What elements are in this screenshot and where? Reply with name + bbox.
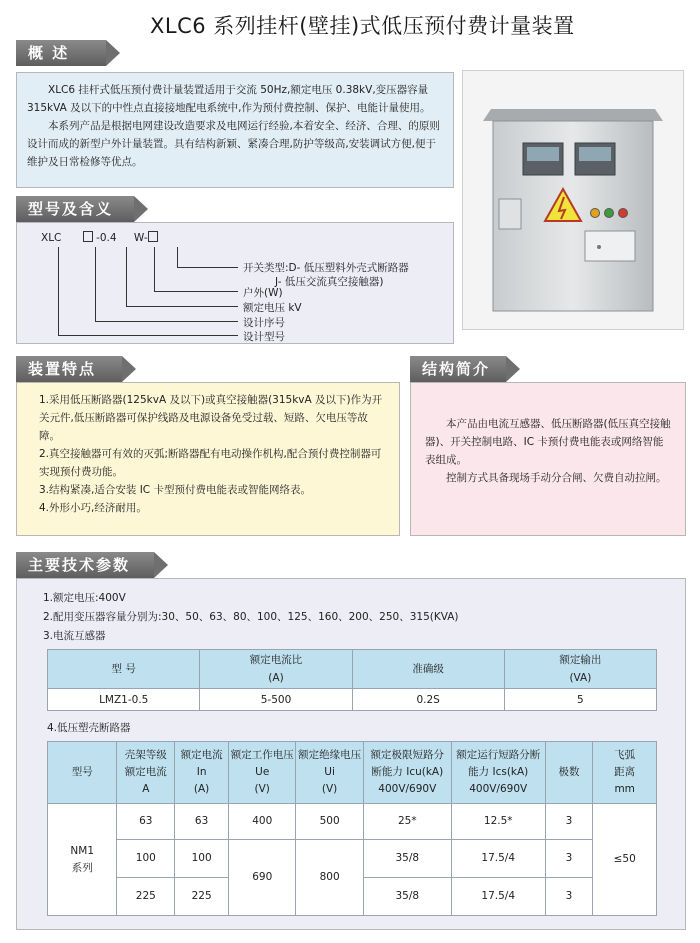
- table-header-cell: 极数: [545, 742, 593, 804]
- table-header-cell: 额定输出 (VA): [504, 650, 656, 689]
- structure-paragraph: 本产品由电流互感器、低压断路器(低压真空接触器)、开关控制电路、IC 卡预付费电能表或网络智能表组成。: [425, 418, 671, 466]
- table-cell: 12.5*: [451, 804, 545, 840]
- model-legend-item: J- 低压交流真空接触器): [275, 276, 384, 288]
- model-legend-item: 额定电压 kV: [243, 302, 302, 314]
- table-cell: 0.2S: [352, 689, 504, 711]
- overview-paragraph: XLC6 挂杆式低压预付费计量装置适用于交流 50Hz,额定电压 0.38kV,变压器容量315kVA 及以下的中性点直接接地配电系统中,作为预付费控制、保护、电能计量使用。: [27, 84, 431, 114]
- page-title: XLC6 系列挂杆(壁挂)式低压预付费计量装置: [150, 14, 575, 38]
- model-code-slot: [83, 231, 93, 242]
- table-header-cell: 型 号: [48, 650, 200, 689]
- section-heading-specs: 主要技术参数: [16, 552, 154, 578]
- model-legend-item: 设计型号: [243, 331, 285, 343]
- table-cell: 5-500: [200, 689, 352, 711]
- table-header-cell: 额定电流比 (A): [200, 650, 352, 689]
- specs-box: [16, 578, 686, 930]
- model-box: [16, 222, 454, 344]
- table-row: [48, 840, 657, 878]
- model-code-mid: -0.4: [96, 232, 117, 244]
- spec-line: 3.电流互感器: [43, 630, 106, 642]
- table-cell: 3: [545, 804, 593, 840]
- spec-line: 1.额定电压:400V: [43, 592, 126, 604]
- table-header-cell: 准确级: [352, 650, 504, 689]
- section-heading-model: 型号及含义: [16, 196, 134, 222]
- model-legend-item: 设计序号: [243, 317, 285, 329]
- section-heading-structure: 结构简介: [410, 356, 506, 382]
- model-code-slot: [148, 231, 158, 242]
- model-code-w: W-: [133, 232, 148, 244]
- table-cell: 25*: [363, 804, 451, 840]
- features-box: [16, 382, 400, 536]
- table-cell: ≤50: [593, 804, 657, 916]
- feature-item: 2.真空接触器可有效的灭弧;断路器配有电动操作机构,配合预付费控制器可实现预付费功能。: [39, 448, 382, 478]
- structure-box: [410, 382, 686, 536]
- table-cell: 5: [504, 689, 656, 711]
- table-cell: 3: [545, 878, 593, 916]
- table-header-cell: 飞弧 距离 mm: [593, 742, 657, 804]
- table-cell: 100: [117, 840, 175, 878]
- feature-item: 3.结构紧凑,适合安装 IC 卡型预付费电能表或智能网络表。: [39, 484, 311, 496]
- table-header-cell: 额定绝缘电压 Ui (V): [296, 742, 363, 804]
- overview-box: [16, 72, 454, 188]
- table-cell: NM1 系列: [48, 804, 117, 916]
- table-cell: 800: [296, 840, 363, 916]
- overview-paragraph: 本系列产品是根据电网建设改造要求及电网运行经验,本着安全、经济、合理、的原则设计而成的新型户外计量装置。具有结构新颖、紧凑合理,防护等级高,安装调试方便,便于维护及日常检修等优点。: [27, 120, 440, 168]
- structure-paragraph: 控制方式具备现场手动分合闸、欠费自动拉闸。: [446, 472, 667, 484]
- table-cell: 63: [117, 804, 175, 840]
- table-cell: LMZ1-0.5: [48, 689, 200, 711]
- table-cell: 63: [175, 804, 229, 840]
- model-legend-item: 开关类型:D- 低压塑料外壳式断路器: [243, 262, 409, 274]
- table-cell: 17.5/4: [451, 878, 545, 916]
- model-code-prefix: XLC: [41, 232, 62, 244]
- table-cell: 100: [175, 840, 229, 878]
- feature-item: 1.采用低压断路器(125kvA 及以下)或真空接触器(315kvA 及以下)作为开关元件,低压断路器可保护线路及电源设备免受过载、短路、欠电压等故障。: [39, 394, 383, 442]
- table-cell: 400: [229, 804, 296, 840]
- table-cell: 500: [296, 804, 363, 840]
- table-header-cell: 型号: [48, 742, 117, 804]
- breaker-table: [47, 741, 657, 916]
- table-cell: 35/8: [363, 878, 451, 916]
- table-header-cell: 壳架等级 额定电流 A: [117, 742, 175, 804]
- table-cell: 35/8: [363, 840, 451, 878]
- spec-line: 2.配用变压器容量分别为:30、50、63、80、100、125、160、200、250、315(KVA): [43, 611, 459, 623]
- table-cell: 3: [545, 840, 593, 878]
- model-code: [41, 229, 158, 247]
- table-cell: 17.5/4: [451, 840, 545, 878]
- cabinet-illustration: [463, 71, 683, 329]
- ct-table: [47, 649, 657, 711]
- table-header-cell: 额定工作电压 Ue (V): [229, 742, 296, 804]
- section-heading-overview: 概 述: [16, 40, 106, 66]
- product-photo: [462, 70, 684, 330]
- table-row: [48, 804, 657, 840]
- table-header-cell: 额定运行短路分断 能力 Ics(kA) 400V/690V: [451, 742, 545, 804]
- section-heading-features: 装置特点: [16, 356, 122, 382]
- table-cell: 690: [229, 840, 296, 916]
- feature-item: 4.外形小巧,经济耐用。: [39, 502, 147, 514]
- table-cell: 225: [117, 878, 175, 916]
- table-header-cell: 额定电流 In (A): [175, 742, 229, 804]
- spec-line: 4.低压塑壳断路器: [47, 722, 131, 734]
- table-header-cell: 额定极限短路分 断能力 Icu(kA) 400V/690V: [363, 742, 451, 804]
- table-row: [48, 689, 657, 711]
- model-legend-item: 户外(W): [243, 287, 283, 299]
- table-cell: 225: [175, 878, 229, 916]
